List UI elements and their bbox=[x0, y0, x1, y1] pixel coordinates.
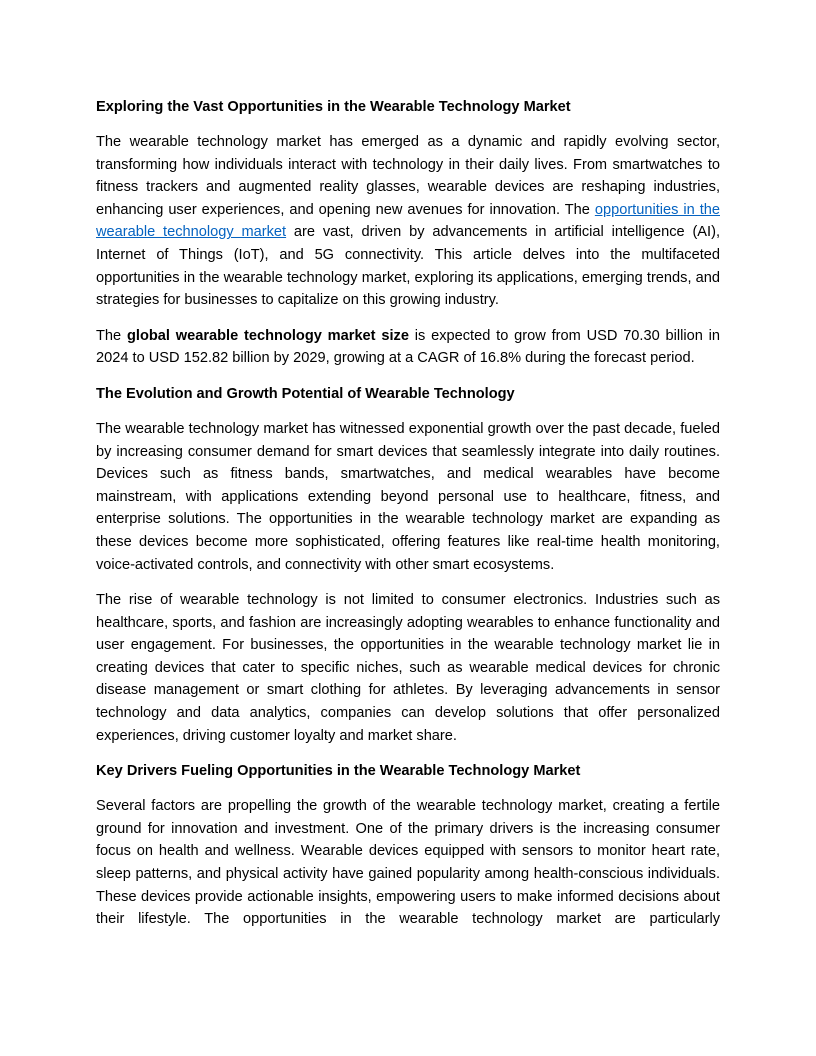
heading-drivers: Key Drivers Fueling Opportunities in the Wearable Technology Market bbox=[96, 763, 581, 780]
paragraph-drivers: Several factors are propelling the growth of the wearable technology market, creating a fertile ground for innovation and investment. One of the primary drivers is the increasing consumer focus on health and wellness. Wearable devices equipped with sensors to monitor heart rate, sleep patterns, and physical activity have gained popularity among health-conscious individuals. These devices provide actionable insights, empowering users to make informed decisions about their lifestyle. The opportunities in the wearable technology market are particularly bbox=[96, 798, 720, 928]
text: is expected to grow from USD 70.30 billion in 2024 to USD 152.82 billion by 2029, growing at a CAGR of 16.8% during the forecast period. bbox=[96, 327, 721, 367]
heading-title: Exploring the Vast Opportunities in the Wearable Technology Market bbox=[96, 99, 571, 115]
bold-text: global wearable technology market size bbox=[126, 327, 409, 344]
text: The bbox=[96, 327, 127, 344]
paragraph-rise: The rise of wearable technology is not limited to consumer electronics. Industries such as healthcare, sports, and fashion are increasingly adopting wearables to enhance functionality and user engagement. For businesses, the opportunities in the wearable technology market lie in creating devices that cater to specific niches, such as wearable medical devices for chronic disease management or smart clothing for athletes. By leveraging advancements in sensor technology and data analytics, companies can develop solutions that offer personalized experiences, driving customer loyalty and market share. bbox=[96, 592, 720, 744]
heading-evolution: The Evolution and Growth Potential of Wearable Technology bbox=[96, 385, 515, 402]
text: are vast, driven by advancements in artificial intelligence (AI), Internet of Things (IoT), and 5G connectivity. This article delves into the multifaceted opportunities in the wearable technology market, exploring its applications, emerging trends, and strategies for businesses to capitalize on this growing industry. bbox=[96, 224, 721, 309]
paragraph-market-size bbox=[96, 325, 720, 370]
paragraph-intro bbox=[96, 131, 720, 312]
paragraph-evolution: The wearable technology market has witnessed exponential growth over the past decade, fueled by increasing consumer demand for smart devices that seamlessly integrate into daily routines. Devices such as fitness bands, smartwatches, and medical wearables have become mainstream, with applications extending beyond personal use to healthcare, fitness, and enterprise solutions. The opportunities in the wearable technology market are expanding as these devices become more sophisticated, offering features like real-time health monitoring, voice-activated controls, and connectivity with other smart ecosystems. bbox=[96, 420, 720, 573]
text: The wearable technology market has emerged as a dynamic and rapidly evolving sector, transforming how individuals interact with technology in their daily lives. From smartwatches to fitness trackers and augmented reality glasses, wearable devices are reshaping industries, enhancing user experiences, and opening new avenues for innovation. The bbox=[96, 134, 720, 218]
document-body bbox=[96, 96, 720, 944]
market-link[interactable]: opportunities in the wearable technology market bbox=[96, 201, 720, 241]
